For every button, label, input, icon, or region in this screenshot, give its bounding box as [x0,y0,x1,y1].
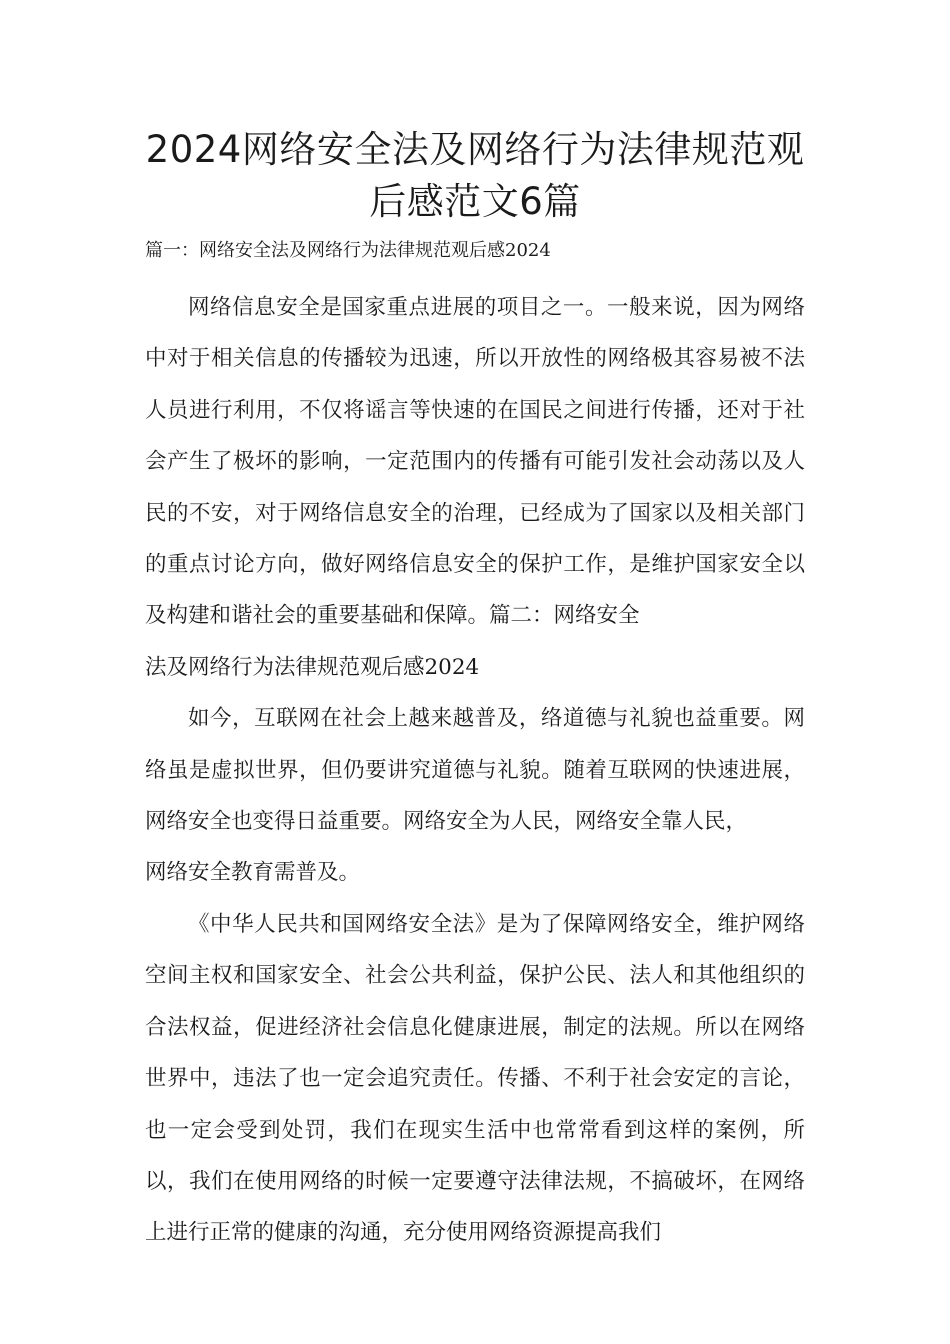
document-body [145,282,805,1259]
title-line-1: 2024网络安全法及网络行为法律规范观 [145,128,805,171]
paragraph-text: 如今，互联网在社会上越来越普及，络道德与礼貌也益重要。网络虽是虚拟世界，但仍要讲究道德与礼貌。随着互联网的快速进展，网络安全也变得日益重要。网络安全为人民，网络安全靠人民， [145,706,805,835]
paragraph-text: 《中华人民共和国网络安全法》是为了保障网络安全，维护网络空间主权和国家安全、社会公共利益，保护公民、法人和其他组织的合法权益，促进经济社会信息化健康进展，制定的法规。所以在网络世界中，违法了也一定会追究责任。传播、不利于社会安定的言论，也一定会受到处罚，我们在现实生活中也常常看到这样的案例，所以，我们在使用网络的时候一定要遵守法律法规，不搞破坏，在网络上进行正常的健康的沟通，充分使用网络资源提高我们 [145,911,805,1246]
paragraph-text: 法及网络行为法律规范观后感2024 [145,654,480,680]
document-title [120,124,830,228]
body-paragraph [145,693,805,899]
body-paragraph [145,899,805,1259]
paragraph-text: 网络安全教育需普及。 [145,860,361,886]
title-line-2: 后感范文6篇 [369,180,581,223]
paragraph-text: 网络信息安全是国家重点进展的项目之一。一般来说，因为网络中对于相关信息的传播较为迅速，所以开放性的网络极其容易被不法人员进行利用，不仅将谣言等快速的在国民之间进行传播，还对于社会产生了极坏的影响，一定范围内的传播有可能引发社会动荡以及人民的不安，对于网络信息安全的治理，已经成为了国家以及相关部门的重点讨论方向，做好网络信息安全的保护工作，是维护国家安全以及构建和谐社会的重要基础和保障。篇二：网络安全 [145,295,805,629]
section-heading: 篇一：网络安全法及网络行为法律规范观后感2024 [145,240,551,261]
body-paragraph [145,282,805,693]
